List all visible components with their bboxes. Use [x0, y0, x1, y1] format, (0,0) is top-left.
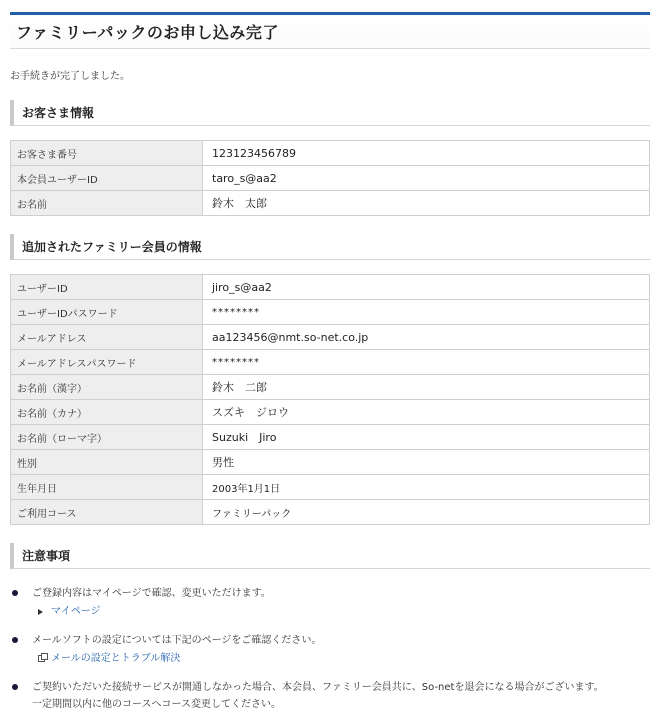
list-item	[10, 679, 650, 711]
name-romaji-value: Suzuki Jiro	[203, 425, 650, 450]
name-kana-value: スズキ ジロウ	[203, 400, 650, 425]
row-label: お名前	[11, 191, 203, 216]
user-id-password-value: ********	[203, 300, 650, 325]
table-row	[11, 450, 650, 475]
mypage-link[interactable]: マイページ	[51, 606, 101, 617]
main-user-id-value: taro_s@aa2	[203, 166, 650, 191]
table-row	[11, 375, 650, 400]
list-item	[10, 585, 650, 620]
page-title: ファミリーパックのお申し込み完了	[16, 23, 279, 42]
row-label: メールアドレスパスワード	[11, 350, 203, 375]
row-label: ユーザーID	[11, 275, 203, 300]
notes-list	[10, 585, 650, 711]
arrow-right-icon	[38, 609, 43, 615]
table-row	[11, 325, 650, 350]
note-text: ご登録内容はマイページで確認、変更いただけます。	[32, 588, 271, 599]
birthdate-value: 2003年1月1日	[203, 475, 650, 500]
note-text: メールソフトの設定については下記のページをご確認ください。	[32, 635, 322, 646]
note-text: ご契約いただいた接続サービスが開通しなかった場合、本会員、ファミリー会員共に、So-netを退会になる場合がございます。	[32, 682, 604, 693]
table-row	[11, 275, 650, 300]
bullet-icon	[12, 590, 18, 596]
email-password-value: ********	[203, 350, 650, 375]
row-label: お名前（カナ）	[11, 400, 203, 425]
customer-number-value: 123123456789	[203, 141, 650, 166]
table-row	[11, 475, 650, 500]
row-label: 生年月日	[11, 475, 203, 500]
row-label: ユーザーIDパスワード	[11, 300, 203, 325]
row-label: お名前（漢字）	[11, 375, 203, 400]
notes-heading: 注意事項	[10, 543, 650, 569]
table-row	[11, 500, 650, 525]
page-title-bar	[10, 12, 650, 49]
bullet-icon	[12, 637, 18, 643]
customer-info-table	[10, 140, 650, 216]
row-label: ご利用コース	[11, 500, 203, 525]
note-text-continued: 一定期間以内に他のコースへコース変更してください。	[32, 699, 281, 710]
table-row	[11, 191, 650, 216]
table-row	[11, 425, 650, 450]
row-label: メールアドレス	[11, 325, 203, 350]
page	[10, 12, 650, 711]
table-row	[11, 141, 650, 166]
customer-info-heading: お客さま情報	[10, 100, 650, 126]
row-label: お名前（ローマ字）	[11, 425, 203, 450]
table-row	[11, 166, 650, 191]
user-id-value: jiro_s@aa2	[203, 275, 650, 300]
course-value: ファミリーパック	[203, 500, 650, 525]
mail-settings-link[interactable]: メールの設定とトラブル解決	[51, 653, 181, 664]
table-row	[11, 300, 650, 325]
family-member-heading: 追加されたファミリー会員の情報	[10, 234, 650, 260]
row-label: お客さま番号	[11, 141, 203, 166]
row-label: 本会員ユーザーID	[11, 166, 203, 191]
external-window-icon	[38, 655, 45, 662]
list-item	[10, 632, 650, 667]
customer-name-value: 鈴木 太郎	[203, 191, 650, 216]
name-kanji-value: 鈴木 二郎	[203, 375, 650, 400]
email-address-value: aa123456@nmt.so-net.co.jp	[203, 325, 650, 350]
family-member-table	[10, 274, 650, 525]
gender-value: 男性	[203, 450, 650, 475]
bullet-icon	[12, 684, 18, 690]
row-label: 性別	[11, 450, 203, 475]
completion-message: お手続きが完了しました。	[10, 71, 130, 82]
table-row	[11, 350, 650, 375]
table-row	[11, 400, 650, 425]
